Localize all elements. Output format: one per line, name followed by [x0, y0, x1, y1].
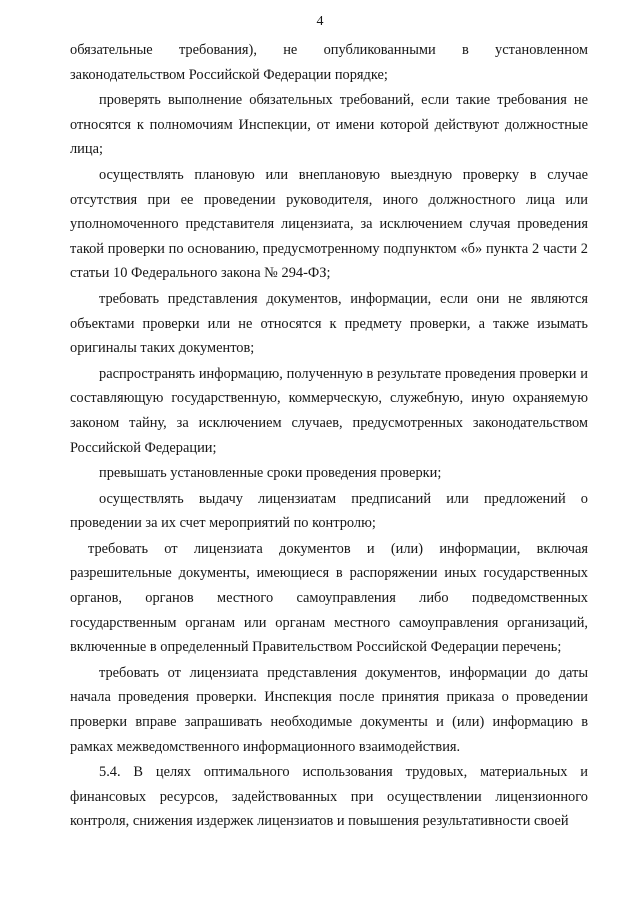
paragraph-3: осуществлять плановую или внеплановую выездную проверку в случае отсутствия при ее проведении руководителя, иного должностного лица или уполномоченного представителя лицензиата, за исключением случая проведения такой проверки по основанию, предусмотренному подпунктом «б» пункта 2 части 2 статьи 10 Федерального закона № 294-ФЗ; — [70, 166, 588, 282]
paragraph-5: распространять информацию, полученную в результате проведения проверки и составляющую государственную, коммерческую, служебную, иную охраняемую законом тайну, за исключением случаев, предусмотренных законодательством Российской Федерации; — [70, 365, 588, 456]
page-number: 4 — [316, 14, 324, 29]
paragraph-6: превышать установленные сроки проведения проверки; — [99, 465, 442, 482]
paragraph-10: 5.4. В целях оптимального использования трудовых, материальных и финансовых ресурсов, задействованных при осуществлении лицензионного контроля, снижения издержек лицензиатов и повышения результативности своей — [70, 764, 588, 830]
document-body — [70, 38, 588, 834]
paragraph-8: требовать от лицензиата документов и (или) информации, включая разрешительные документы, имеющиеся в распоряжении иных государственных органов, органов местного самоуправления либо подведомственных государственным органам или органам местного самоуправления организаций, включенные в определенный Правительством Российской Федерации перечень; — [70, 540, 588, 656]
paragraph-7: осуществлять выдачу лицензиатам предписаний или предложений о проведении за их счет мероприятий по контролю; — [70, 490, 588, 532]
paragraph-4: требовать представления документов, информации, если они не являются объектами проверки или не относятся к предмету проверки, а также изымать оригиналы таких документов; — [70, 290, 588, 357]
paragraph-2: проверять выполнение обязательных требований, если такие требования не относятся к полномочиям Инспекции, от имени которой действуют должностные лица; — [70, 92, 588, 158]
paragraph-1: обязательные требования), не опубликованными в установленном законодательством Российской Федерации порядке; — [70, 42, 588, 83]
paragraph-9: требовать от лицензиата представления документов, информации до даты начала проведения проверки. Инспекция после принятия приказа о проведении проверки вправе запрашивать необходимые документы и (или) информацию в рамках межведомственного информационного взаимодействия. — [70, 664, 588, 755]
